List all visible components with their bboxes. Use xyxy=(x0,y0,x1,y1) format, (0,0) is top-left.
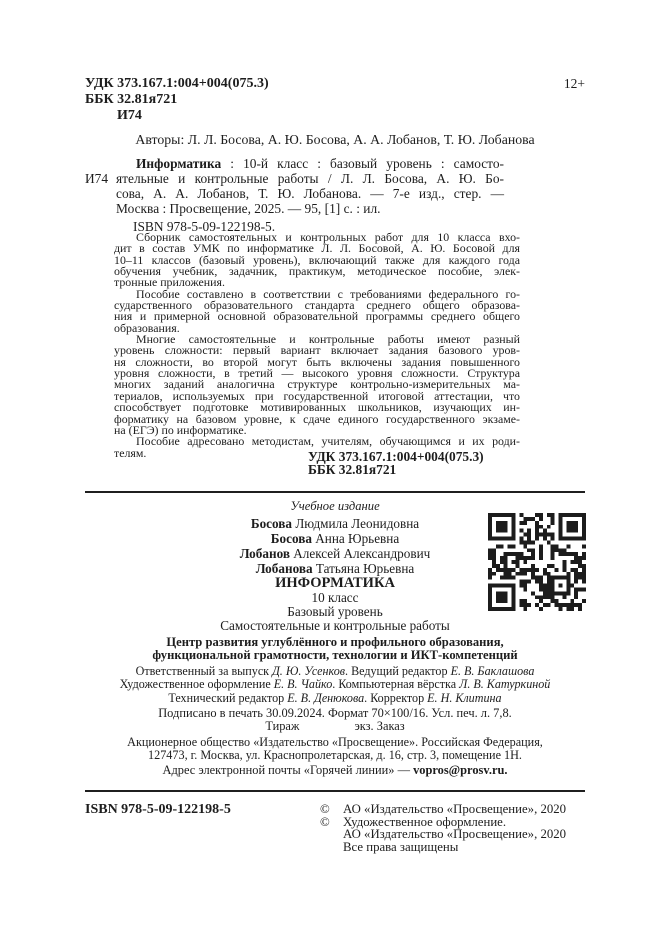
grade-line: 10 класс xyxy=(311,590,359,605)
print-info-line: Подписано в печать 30.09.2024. Формат 70×100/16. Усл. печ. л. 7,8. xyxy=(158,705,512,720)
author-name: Лобанова Татьяна Юрьевна xyxy=(255,561,415,576)
copyright-text: Художественное оформление. xyxy=(343,814,507,829)
copyright-text: Все права защищены xyxy=(343,839,459,854)
book-title: ИНФОРМАТИКА xyxy=(275,575,395,591)
bbk-line: ББК 32.81я721 xyxy=(85,92,178,107)
catalog-card-text: Информатика : 10-й класс : базовый уровень : самосто- ятельные и контрольные работы / Л. Л. Босова, А. Ю. Бо- сова, А. А. Лобанов, Т. Ю. Лобанова. — 7-е изд., стер. — Москва : Просвещение, 2025. — 95, [1] с. : ил. xyxy=(116,156,504,217)
divider-rule-bottom xyxy=(85,790,585,792)
copyright-symbol: © xyxy=(320,802,330,816)
catalog-card-label: И74 xyxy=(85,171,109,186)
isbn-line: ISBN 978-5-09-122198-5. xyxy=(133,219,276,235)
annotation-paragraph: Многие самостоятельные и контрольные работы имеют разный уровень сложности: первый вариант включает задания базового уров- ня сложности, во второй могут быть включены задания повышенного уровня сложности, в третий — высокого уровня сложности. Структура многих заданий аналогична структуре контрольно-измерительных ма- териалов, используемых при государственной итоговой аттестации, что способствует подготовке мотивированных школьников, изучающих ин- форматику на базовом уровне, к сдаче единого государственного экзаме- на (ЕГЭ) по информатике. xyxy=(114,332,520,437)
zakaz-label: экз. Заказ xyxy=(354,718,405,733)
staff-credit-line: Ответственный за выпуск Д. Ю. Усенков. Ведущий редактор Е. В. Баклашова xyxy=(135,664,535,679)
subtitle-line: Самостоятельные и контрольные работы xyxy=(220,618,450,634)
publishing-center-lines xyxy=(85,636,585,662)
level-line: Базовый уровень xyxy=(287,604,383,620)
annotation-block xyxy=(114,232,520,459)
copyright-line xyxy=(320,828,566,841)
publishing-center-line: функциональной грамотности, технологии и ИКТ-компетенций xyxy=(152,648,518,663)
copyright-symbol xyxy=(320,841,343,854)
catalog-card xyxy=(85,156,525,234)
copyright-line xyxy=(320,803,566,816)
divider-rule-top xyxy=(85,491,585,493)
bibliographic-codes xyxy=(85,76,585,124)
annotation-paragraph: Сборник самостоятельных и контрольных работ для 10 класса вхо- дит в состав УМК по информатике Л. Л. Босовой, А. Ю. Босовой для 10–11 классов (базовый уровень), включающий также для каждого года обучения учебник, задачник, практикум, методическое пособие, элек- тронные приложения. xyxy=(114,230,520,290)
publisher-address xyxy=(85,736,585,762)
staff-credit-line: Технический редактор Е. В. Денюкова. Корректор Е. Н. Клитина xyxy=(168,690,502,705)
copyright-line xyxy=(320,841,566,854)
copyright-block xyxy=(320,803,566,853)
udk-line: УДК 373.167.1:004+004(075.3) xyxy=(85,76,269,91)
copyright-text: АО «Издательство «Просвещение», 2020 xyxy=(343,827,567,842)
udk-line-right: УДК 373.167.1:004+004(075.3) xyxy=(308,449,484,464)
copyright-symbol: © xyxy=(320,814,330,829)
authors-line: Авторы: Л. Л. Босова, А. Ю. Босова, А. А. Лобанов, Т. Ю. Лобанова xyxy=(135,132,535,147)
udk-bbk-right-block xyxy=(308,450,484,476)
tirazh-line xyxy=(85,720,585,733)
annotation-paragraph: Пособие составлено в соответствии с требованиями федерального го- сударственного образовательного стандарта среднего общего образова- ния и примерной основной образовательной программы среднего общего образования. xyxy=(114,286,520,335)
age-rating-badge: 12+ xyxy=(563,76,585,91)
staff-credit-line: Художественное оформление Е. В. Чайко. Компьютерная вёрстка Л. В. Катуркиной xyxy=(119,677,551,692)
qr-code-icon xyxy=(488,513,586,611)
copyright-symbol xyxy=(320,828,343,841)
author-name: Босова Людмила Леонидовна xyxy=(250,516,420,531)
hotline-email-line: Адрес электронной почты «Горячей линии» — vopros@prosv.ru. xyxy=(162,763,508,778)
publishing-center-line: Центр развития углублённого и профильного образования, xyxy=(166,635,504,650)
staff-credits xyxy=(85,665,585,705)
bbk-line-right: ББК 32.81я721 xyxy=(308,462,397,477)
edition-type-label: Учебное издание xyxy=(290,499,380,513)
footer-isbn: ISBN 978-5-09-122198-5 xyxy=(85,802,231,817)
author-name: Босова Анна Юрьевна xyxy=(270,531,400,546)
catalog-code: И74 xyxy=(117,108,142,123)
tirazh-label: Тираж xyxy=(265,718,300,733)
copyright-text: АО «Издательство «Просвещение», 2020 xyxy=(343,802,567,816)
author-name: Лобанов Алексей Александрович xyxy=(239,546,431,561)
publisher-line: 127473, г. Москва, ул. Краснопролетарская, д. 16, стр. 3, помещение 1Н. xyxy=(148,748,522,763)
publisher-line: Акционерное общество «Издательство «Просвещение». Российская Федерация, xyxy=(127,734,543,749)
annotation-paragraph: Пособие адресовано методистам, учителям, обучающимся и их роди- телям. xyxy=(114,434,520,460)
